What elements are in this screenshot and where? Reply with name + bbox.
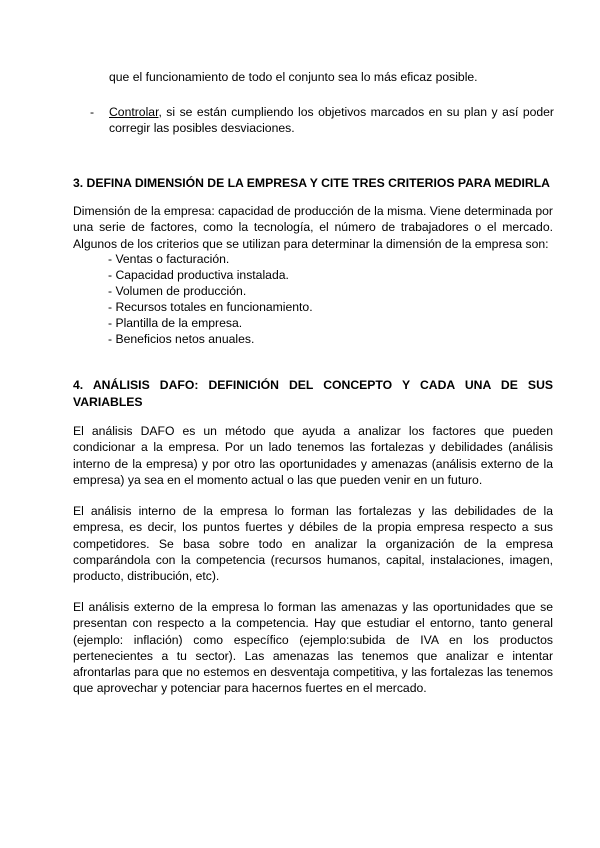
controlar-item-text [109,104,554,136]
criteria-item: - Recursos totales en funcionamiento. [108,300,313,315]
criteria-item: - Ventas o facturación. [108,252,230,266]
criteria-list [108,251,313,348]
section3-paragraph: Dimensión de la empresa: capacidad de producción de la misma. Viene determinada por una serie de factores, como la tecnología, el número de trabajadores o el mercado. Algunos de los criterios que se utilizan para determinar la dimensión de la empresa son: [73,204,553,251]
criteria-item: - Volumen de producción. [108,284,247,299]
section4-paragraph-3: El análisis externo de la empresa lo forman las amenazas y las oportunidades que se presentan con respecto a la competencia. Hay que estudiar el entorno, tanto general (ejemplo: inflación) como específico (ejemplo:subida de IVA en los productos pertenecientes a tu sector). Las amenazas las tenemos que analizar e intentar afrontarlas para que no estemos en desventaja competitiva, y las fortalezas las tenemos que aprovechar y potenciar para hacernos fuertes en el mercado. [73,600,553,696]
section4-paragraph-1: El análisis DAFO es un método que ayuda a analizar los factores que pueden condicionar a la empresa. Por un lado tenemos las fortalezas y debilidades (análisis interno de la empresa) y por otro las oportunidades y amenazas (análisis externo de la empresa) ya sea en el momento actual o las que pueden venir en un futuro. [73,424,553,487]
criteria-item: - Capacidad productiva instalada. [108,268,289,283]
controlar-rest: , si se están cumpliendo los objetivos marcados en su plan y así poder corregir las posibles desviaciones. [109,105,554,136]
section4-paragraph-2: El análisis interno de la empresa lo forman las fortalezas y las debilidades de la empresa, es decir, los puntos fuertes y débiles de la propia empresa respecto a sus competidores. Se basa sobre todo en analizar la organización de la empresa comparándola con la competencia (recursos humanos, capital, instalaciones, imagen, producto, distribución, etc). [73,504,553,584]
list-dash: - [90,105,95,119]
intro-continuation-text: que el funcionamiento de todo el conjunto sea lo más eficaz posible. [109,70,478,84]
section3-heading: 3. DEFINA DIMENSIÓN DE LA EMPRESA Y CITE TRES CRITERIOS PARA MEDIRLA [73,176,550,190]
controlar-word: Controlar [109,105,159,119]
criteria-item: - Plantilla de la empresa. [108,316,243,331]
section4-heading: 4. ANÁLISIS DAFO: DEFINICIÓN DEL CONCEPTO Y CADA UNA DE SUS VARIABLES [73,378,553,409]
criteria-item: - Beneficios netos anuales. [108,332,255,347]
